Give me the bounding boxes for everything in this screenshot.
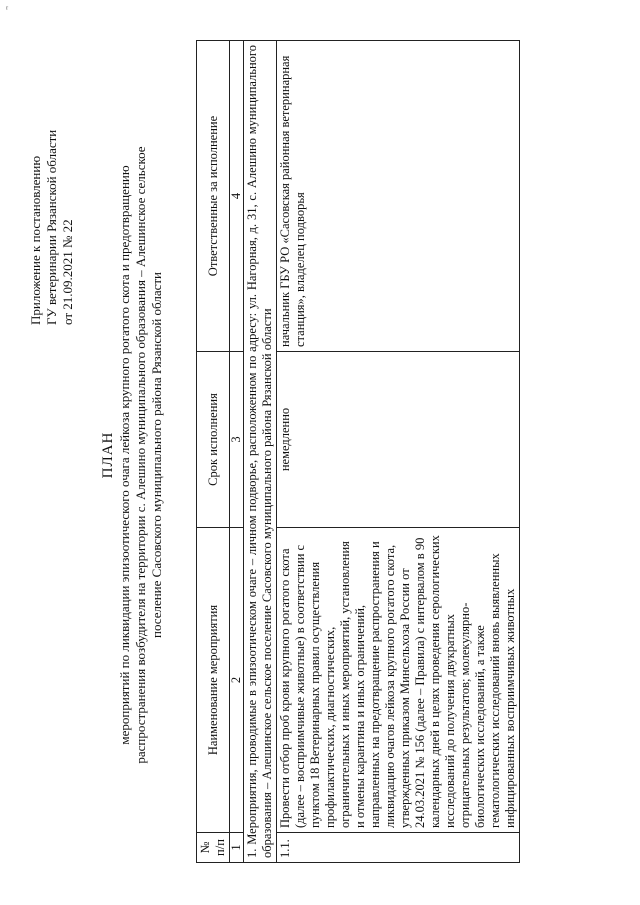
appendix-line-3: от 21.09.2021 № 22 xyxy=(60,219,75,325)
scan-mark: ʳ xyxy=(6,4,9,15)
header-resp: Ответственные за исполнение xyxy=(197,41,230,352)
section-title: 1. Мероприятия, проводимые в эпизоотическом очаге – личном подворье, расположенном по адресу: ул. Нагорная, д. 31, с. Алешино муниципального образования – Алешинское сельское поселение Сасовского муниципального района Рязанской области xyxy=(244,41,277,863)
appendix-line-1: Приложение к постановлению xyxy=(28,155,43,325)
header-name: Наименование мероприятия xyxy=(197,528,230,833)
plan-table xyxy=(196,40,520,863)
appendix-note xyxy=(28,25,76,325)
title-line-3: поселение Сасовского муниципального района Рязанской области xyxy=(149,271,164,639)
col-number-4: 4 xyxy=(230,41,244,352)
col-number-2: 2 xyxy=(230,528,244,833)
plan-heading: ПЛАН xyxy=(100,431,116,479)
col-number-3: 3 xyxy=(230,352,244,528)
row-measure-name: Провести отбор проб крови крупного рогатого скота (далее – восприимчивые животные) в соответствии с пунктом 18 Ветеринарных правил осуществления профилактических, диагностических, ограничительных и иных мероприятий, установления и отмены карантина и иных ограничений, направленных на предотвращение распространения и ликвидацию очагов лейкоза крупного рогатого скота, утвержденных приказом Минсельхоза России от 24.03.2021 № 156 (далее – Правила) с интервалом в 90 календарных дней в целях проведения серологических исследований до получения двукратных отрицательных результатов; молекулярно-биологических исследований, а также гематологических исследований вновь выявленных инфицированных восприимчивых животных xyxy=(277,528,520,833)
document-title xyxy=(100,45,165,865)
column-number-row xyxy=(230,41,244,863)
row-responsible: начальник ГБУ РО «Сасовская районная ветеринарная станция», владелец подворья xyxy=(277,41,520,352)
header-term: Срок исполнения xyxy=(197,352,230,528)
table-header-row xyxy=(197,41,230,863)
title-line-2: распространения возбудителя на территории с. Алешино муниципального образования – Алешинское сельское xyxy=(133,146,148,764)
header-num: № п/п xyxy=(197,833,230,863)
col-number-1: 1 xyxy=(230,833,244,863)
section-row xyxy=(244,41,277,863)
title-line-1: мероприятий по ликвидации эпизоотического очага лейкоза крупного рогатого скота и предотвращению xyxy=(117,165,132,745)
row-number: 1.1. xyxy=(277,833,520,863)
table-row xyxy=(277,41,520,863)
row-term: немедленно xyxy=(277,352,520,528)
appendix-line-2: ГУ ветеринарии Рязанской области xyxy=(44,129,59,325)
